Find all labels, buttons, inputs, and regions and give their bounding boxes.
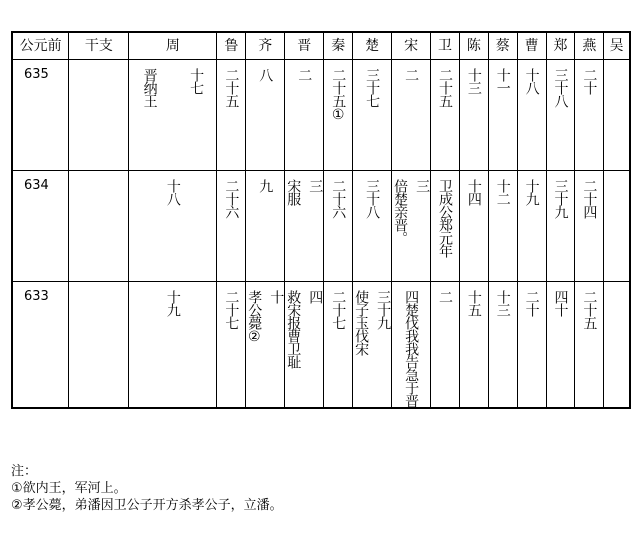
cell-text: 倍楚亲晋。 bbox=[392, 179, 409, 244]
state-cell bbox=[459, 60, 488, 171]
cell-text: 九 bbox=[257, 179, 274, 192]
cell-text: 二 bbox=[296, 68, 313, 81]
state-cell bbox=[392, 171, 431, 282]
state-cell bbox=[431, 60, 460, 171]
note-line-2: ②孝公薨，弟潘因卫公子开方杀孝公子，立潘。 bbox=[11, 498, 283, 513]
state-cell bbox=[604, 282, 630, 409]
cell-text: 四楚伐我我告急于晋 bbox=[403, 290, 420, 407]
cell-text: 二十 bbox=[523, 290, 540, 316]
cell-text: 二 bbox=[403, 68, 420, 81]
state-cell bbox=[517, 171, 546, 282]
year-value: 635 bbox=[24, 67, 49, 82]
cell-text: 二十六 bbox=[330, 179, 347, 218]
state-cell bbox=[324, 60, 353, 171]
cell-text: 宋服 bbox=[285, 179, 302, 205]
year-value: 633 bbox=[24, 289, 49, 304]
state-cell bbox=[217, 282, 246, 409]
ganzhi-cell bbox=[69, 171, 129, 282]
cell-text: 二十六 bbox=[223, 179, 240, 218]
state-cell bbox=[246, 282, 285, 409]
cell-text: 十一 bbox=[494, 68, 511, 94]
cell-text: 晋纳王 bbox=[141, 68, 158, 107]
state-cell bbox=[129, 60, 217, 171]
state-cell bbox=[575, 60, 604, 171]
state-cell bbox=[217, 60, 246, 171]
cell-text: 孝公薨② bbox=[246, 290, 263, 344]
cell-text: 十八 bbox=[523, 68, 540, 94]
header-cell: 吴 bbox=[604, 32, 630, 60]
header-cell: 燕 bbox=[575, 32, 604, 60]
state-cell bbox=[246, 171, 285, 282]
cell-text: 三十九 bbox=[552, 179, 569, 218]
header-cell: 陈 bbox=[459, 32, 488, 60]
cell-text: 使子玉伐宋 bbox=[353, 290, 370, 355]
header-cell: 秦 bbox=[324, 32, 353, 60]
state-cell bbox=[459, 171, 488, 282]
year-row bbox=[12, 60, 630, 171]
cell-text: 二十五 bbox=[581, 290, 598, 329]
cell-text: 救宋报曹卫耻 bbox=[285, 290, 302, 368]
header-cell: 曹 bbox=[517, 32, 546, 60]
ganzhi-cell bbox=[69, 282, 129, 409]
cell-text: 二 bbox=[437, 290, 454, 303]
cell-text: 三十八 bbox=[552, 68, 569, 107]
header-cell: 晋 bbox=[285, 32, 324, 60]
notes-section bbox=[11, 463, 283, 514]
cell-text: 二十五① bbox=[330, 68, 347, 122]
state-cell bbox=[353, 60, 392, 171]
cell-text: 三 bbox=[414, 179, 431, 192]
state-cell bbox=[285, 171, 324, 282]
year-cell bbox=[12, 171, 69, 282]
state-cell bbox=[392, 60, 431, 171]
cell-text: 二十五 bbox=[437, 68, 454, 107]
state-cell bbox=[285, 282, 324, 409]
cell-text: 二十五 bbox=[223, 68, 240, 107]
cell-text: 十七 bbox=[188, 68, 205, 94]
state-cell bbox=[517, 60, 546, 171]
state-cell bbox=[353, 171, 392, 282]
state-cell bbox=[431, 282, 460, 409]
state-cell bbox=[324, 282, 353, 409]
header-cell: 周 bbox=[129, 32, 217, 60]
cell-text: 十八 bbox=[164, 179, 181, 205]
state-cell bbox=[246, 60, 285, 171]
note-line-1: ①欲内王，军河上。 bbox=[11, 481, 127, 496]
header-row bbox=[12, 32, 630, 60]
header-cell: 楚 bbox=[353, 32, 392, 60]
state-cell bbox=[517, 282, 546, 409]
cell-text: 三十八 bbox=[364, 179, 381, 218]
cell-text: 二十 bbox=[581, 68, 598, 94]
year-cell bbox=[12, 60, 69, 171]
cell-text: 四十 bbox=[552, 290, 569, 316]
state-cell bbox=[546, 171, 575, 282]
cell-text: 十四 bbox=[465, 179, 482, 205]
header-cell: 卫 bbox=[431, 32, 460, 60]
state-cell bbox=[353, 282, 392, 409]
cell-text: 二十七 bbox=[330, 290, 347, 329]
notes-label: 注： bbox=[11, 464, 38, 479]
state-cell bbox=[285, 60, 324, 171]
state-cell bbox=[604, 60, 630, 171]
cell-text: 三十七 bbox=[364, 68, 381, 107]
ganzhi-cell bbox=[69, 60, 129, 171]
state-cell bbox=[488, 60, 517, 171]
year-row bbox=[12, 171, 630, 282]
year-value: 634 bbox=[24, 178, 49, 193]
year-cell bbox=[12, 282, 69, 409]
state-cell bbox=[488, 171, 517, 282]
state-cell bbox=[459, 282, 488, 409]
year-row bbox=[12, 282, 630, 409]
header-cell: 齐 bbox=[246, 32, 285, 60]
state-cell bbox=[575, 282, 604, 409]
state-cell bbox=[217, 171, 246, 282]
cell-text: 二十七 bbox=[223, 290, 240, 329]
state-cell bbox=[546, 60, 575, 171]
header-cell: 宋 bbox=[392, 32, 431, 60]
cell-text: 三十九 bbox=[375, 290, 392, 329]
header-cell: 郑 bbox=[546, 32, 575, 60]
state-cell bbox=[392, 282, 431, 409]
cell-text: 十九 bbox=[523, 179, 540, 205]
cell-text: 十三 bbox=[465, 68, 482, 94]
cell-text: 十 bbox=[268, 290, 285, 303]
cell-text: 八 bbox=[257, 68, 274, 81]
chronology-table bbox=[11, 31, 631, 409]
cell-text: 三 bbox=[307, 179, 324, 192]
header-cell: 蔡 bbox=[488, 32, 517, 60]
header-cell: 公元前 bbox=[12, 32, 69, 60]
cell-text: 十五 bbox=[465, 290, 482, 316]
header-cell: 干支 bbox=[69, 32, 129, 60]
state-cell bbox=[129, 282, 217, 409]
cell-text: 十三 bbox=[494, 290, 511, 316]
state-cell bbox=[604, 171, 630, 282]
state-cell bbox=[324, 171, 353, 282]
state-cell bbox=[546, 282, 575, 409]
cell-text: 十二 bbox=[494, 179, 511, 205]
state-cell bbox=[488, 282, 517, 409]
state-cell bbox=[431, 171, 460, 282]
cell-text: 十九 bbox=[164, 290, 181, 316]
state-cell bbox=[575, 171, 604, 282]
header-cell: 鲁 bbox=[217, 32, 246, 60]
cell-text: 卫成公郑元年 bbox=[437, 179, 454, 257]
cell-text: 二十四 bbox=[581, 179, 598, 218]
state-cell bbox=[129, 171, 217, 282]
cell-text: 四 bbox=[307, 290, 324, 303]
